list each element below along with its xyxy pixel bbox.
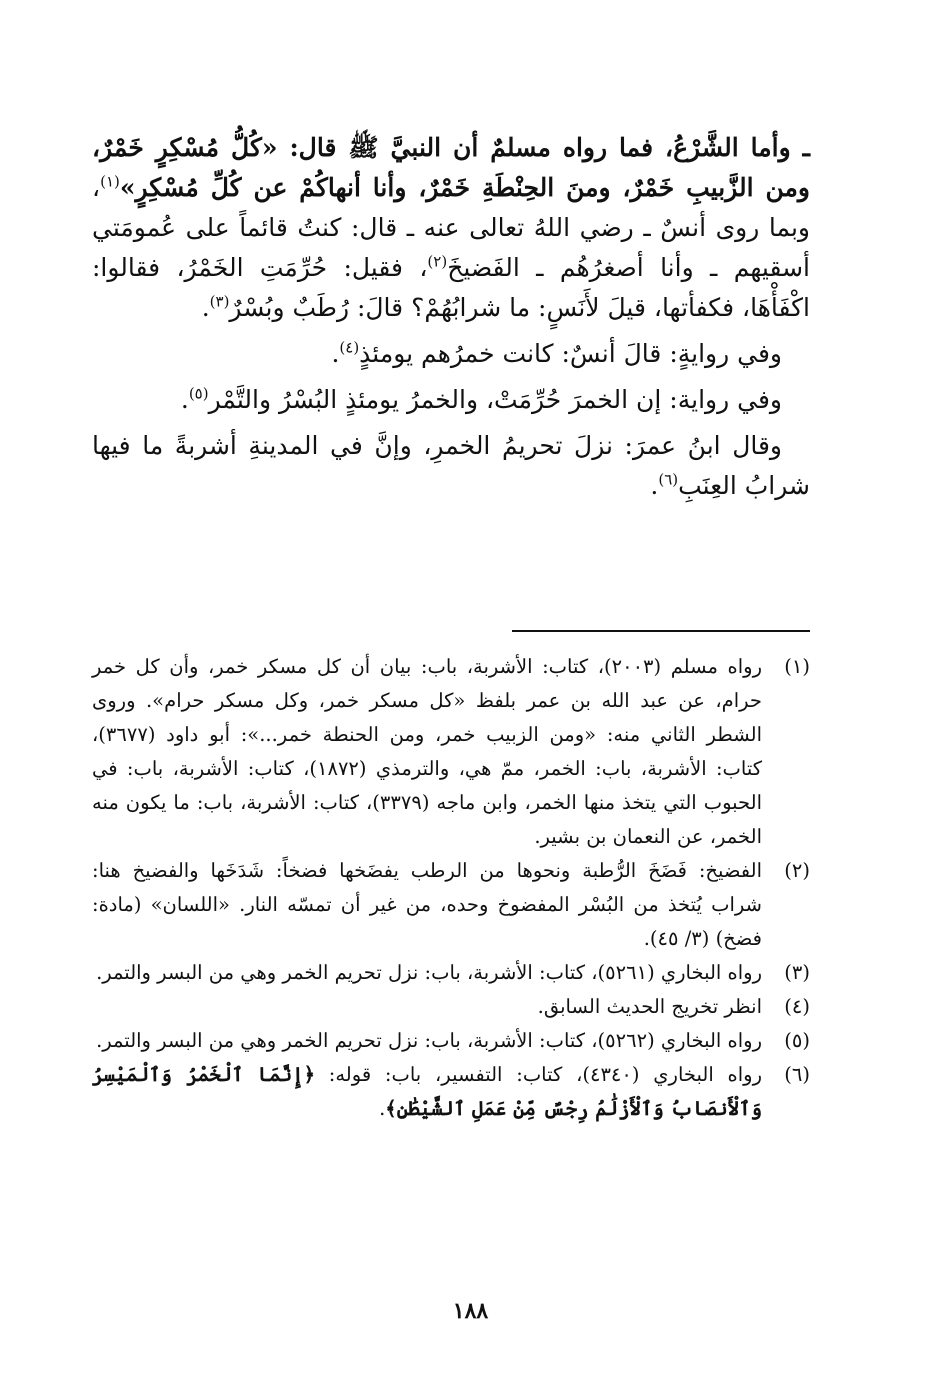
footnote-text-after: . [379,1097,386,1120]
footnote-1 [92,650,810,854]
footnote-text: رواه البخاري (٥٢٦٢)، كتاب: الأشربة، باب: نزل تحريم الخمر وهي من البسر والتمر. [96,1029,762,1052]
footnote-5 [92,1024,810,1058]
paragraph-text: ، وبما روى أنسٌ ـ رضي اللهُ تعالى عنه ـ قال: كنتُ قائماً على عُمومَتي أسقيهم ـ وأنا أصغرُهُم ـ الفَضيخَ [92,173,810,282]
footnote-ref-1[interactable]: (١) [100,172,120,191]
footnote-text-before: رواه البخاري (٤٣٤٠)، كتاب: التفسير، باب: قوله: [315,1063,762,1086]
footnote-separator [512,630,810,632]
footnote-text: رواه مسلم (٢٠٠٣)، كتاب: الأشربة، باب: بيان أن كل مسكر خمر، وأن كل خمر حرام، عن عبد الله بن عمر بلفظ «كل مسكر خمر، وكل مسكر حرام». وروى الشطر الثاني منه: «ومن الزبيب خمر، ومن الحنطة خمر...»: أبو داود (٣٦٧٧)، كتاب: الأشربة، باب: الخمر، ممّ هي، والترمذي (١٨٧٢)، كتاب: الأشربة، باب: في الحبوب التي يتخذ منها الخمر، وابن ماجه (٣٣٧٩)، كتاب: الأشربة، باب: ما يكون منه الخمر، عن النعمان بن بشير. [92,655,763,848]
footnote-number: (٣) [784,961,810,984]
page-number: ١٨٨ [452,1298,489,1324]
paragraph-riwaya-1 [92,334,810,374]
footnote-number: (٤) [784,995,810,1018]
paragraph-text: ، فقيل: حُرِّمَتِ الخَمْرُ، فقالوا: اكْفَأْهَا، فكفأتها، قيلَ لأَنَسٍ: ما شرابُهُمْ؟ قالَ: رُطَبٌ وبُسْرٌ [92,253,810,322]
footnote-text: الفضيخ: فَضَخَ الرُّطبة ونحوها من الرطب يفضَخها فضخاً: شَدَخَها والفضيخ هنا: شراب يُتخذ من البُسْر المفضوخ وحده، من غير أن تمسّه النار. «اللسان» (مادة: فضخ) (٣/ ٤٥). [92,859,762,950]
footnote-ref-4[interactable]: (٤) [339,338,360,357]
quran-verse: ﴿إِنَّمَا ٱلْخَمْرُ وَٱلْمَيْسِرُ وَٱلْأَنصَابُ وَٱلْأَزْلَٰمُ رِجْسٌ مِّنْ عَمَلِ ٱلشَّيْطَٰنِ﴾ [92,1063,762,1120]
footnote-6 [92,1058,810,1126]
footnote-2 [92,854,810,956]
paragraph-end: . [331,339,340,368]
footnote-ref-3[interactable]: (٣) [209,292,230,311]
paragraph-end: . [201,293,210,322]
paragraph-text: وقال ابنُ عمرَ: نزلَ تحريمُ الخمرِ، وإنَّ في المدينةِ أشربةً ما فيها شرابُ العِنَبِ [92,431,810,500]
footnote-3 [92,956,810,990]
hadith-text: ـ وأما الشَّرْعُ، فما رواه مسلمٌ أن النبيَّ ﷺ قال: «كُلُّ مُسْكِرٍ خَمْرٌ، ومن الزَّبيبِ خَمْرٌ، ومنَ الحِنْطَةِ خَمْرٌ، وأنا أنهاكُمْ عن كُلِّ مُسْكِرٍ» [92,133,810,202]
footnote-text: رواه البخاري (٥٢٦١)، كتاب: الأشربة، باب: نزل تحريم الخمر وهي من البسر والتمر. [96,961,762,984]
paragraph-text: وفي رواية: إن الخمرَ حُرِّمَتْ، والخمرُ يومئذٍ البُسْرُ والتَّمْر [208,385,782,414]
paragraph-text: وفي روايةٍ: قالَ أنسٌ: كانت خمرُهم يومئذٍ [359,339,782,368]
footnote-number: (٢) [784,859,810,882]
footnote-ref-6[interactable]: (٦) [658,470,679,489]
footnote-4 [92,990,810,1024]
footnote-text: انظر تخريج الحديث السابق. [537,995,762,1018]
paragraph-riwaya-2 [92,380,810,420]
footnote-ref-2[interactable]: (٢) [427,252,448,271]
paragraph-end: . [650,471,659,500]
footnote-number: (٦) [784,1063,810,1086]
footnote-ref-5[interactable]: (٥) [188,384,209,403]
footnotes-section [92,650,810,1126]
footnote-number: (١) [784,655,810,678]
footnote-number: (٥) [784,1029,810,1052]
main-text-block [92,128,810,506]
paragraph-end: . [180,385,189,414]
footnote-text [92,1058,762,1126]
paragraph-ibn-umar [92,426,810,506]
paragraph-sharia [92,128,810,328]
